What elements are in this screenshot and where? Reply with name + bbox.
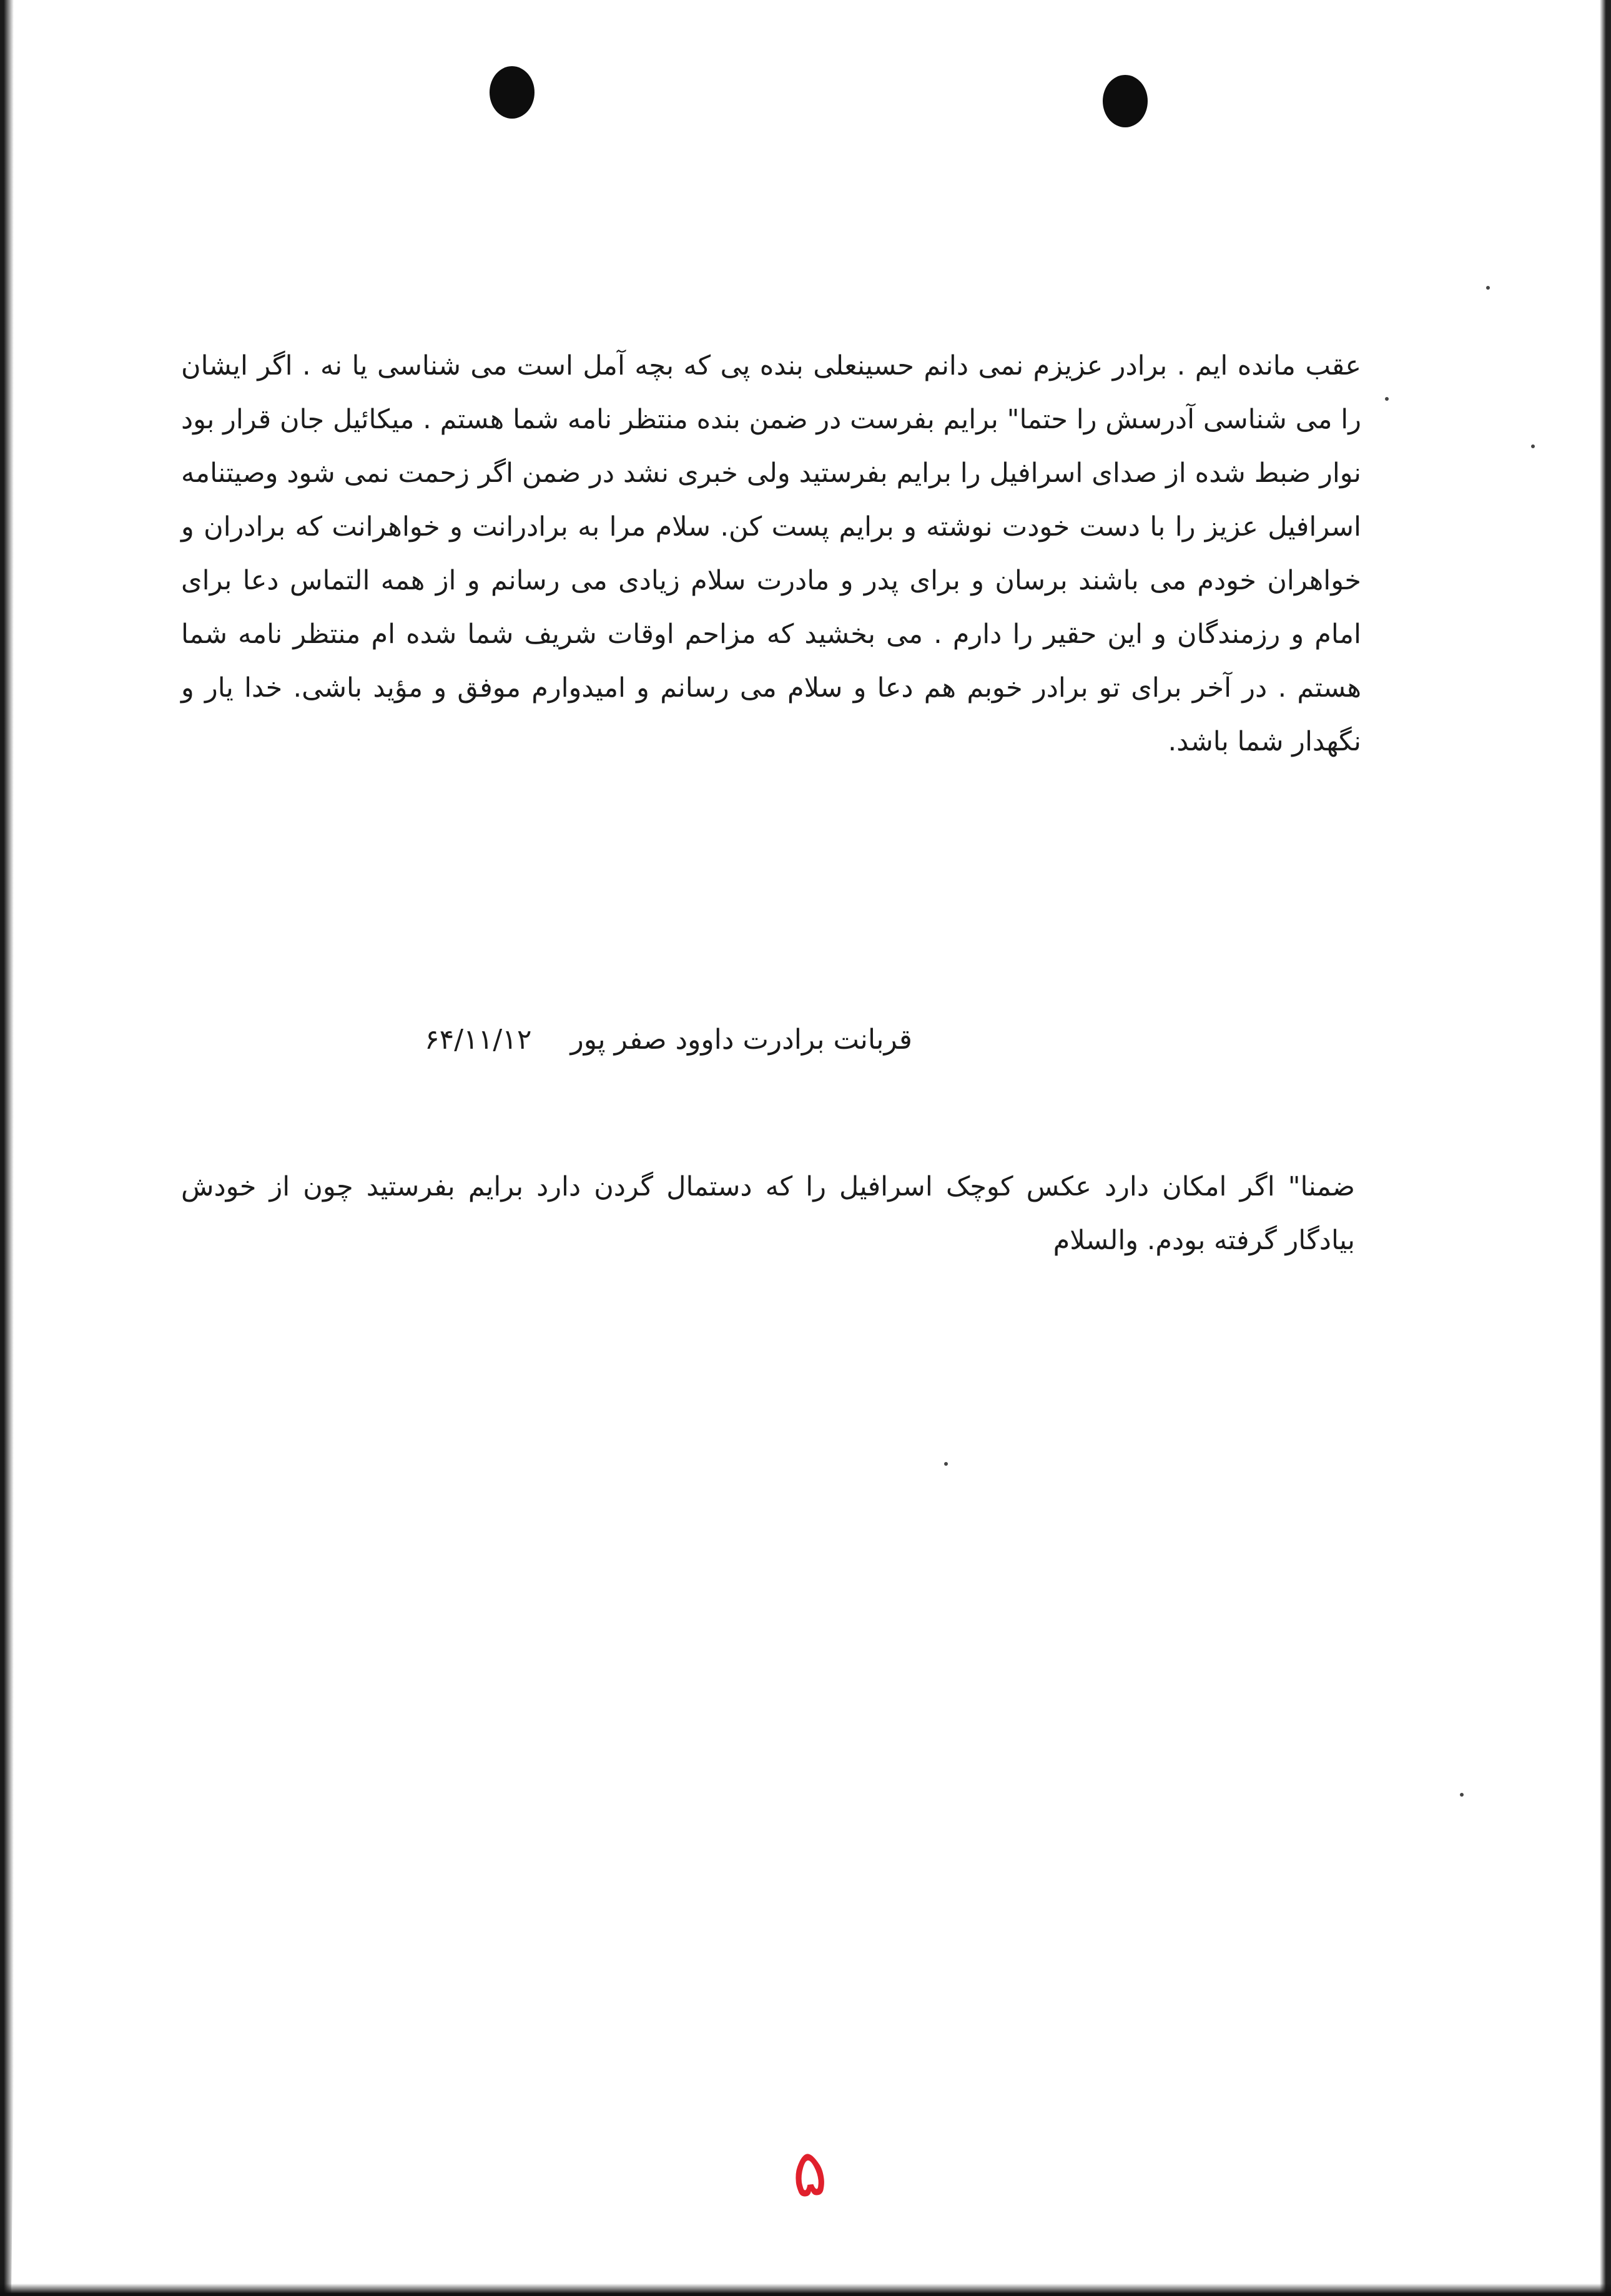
page-right-edge-shadow <box>1574 0 1611 2296</box>
punch-hole-left <box>490 66 535 119</box>
letter-date: ۶۴/۱۱/۱۲ <box>425 1024 532 1056</box>
handwritten-page-number: ۵ <box>787 2133 831 2213</box>
scan-speck <box>1385 397 1389 401</box>
signature: قربانت برادرت داوود صفر پور <box>570 1024 912 1056</box>
page-bottom-edge-shadow <box>0 2277 1611 2296</box>
postscript: ضمنا" اگر امکان دارد عکس کوچک اسرافیل را که دستمال گردن دارد برایم بفرستید چون از خودش بیادگار گرفته بودم. والسلام <box>181 1171 1355 1256</box>
letter-body: عقب مانده ایم . برادر عزیزم نمی دانم حسینعلی بنده پی که بچه آمل است می شناسی یا نه . اگر ایشان را می شناسی آدرسش را حتما" برایم بفرست در ضمن بنده منتظر نامه شما هستم . میکائیل جان قرار بود نوار ضبط شده از صدای اسرافیل را برایم بفرستید ولی خبری نشد در ضمن اگر زحمت نمی شود وصیتنامه اسرافیل عزیز را با دست خودت نوشته و برایم پست کن. سلام مرا به برادرانت و خواهرانت که برادران و خواهران خودم می باشند برسان و برای پدر و مادرت سلام زیادی می رسانم و از همه التماس دعا برای امام و رزمندگان و این حقیر را دارم . می بخشید که مزاحم اوقات شریف شما شده ام منتظر نامه شما هستم . در آخر برای تو برادر خوبم هم دعا و سلام می رسانم و امیدوارم موفق و مؤید باشی. خدا یار و نگهدار شما باشد. <box>181 350 1361 757</box>
punch-hole-right <box>1103 75 1148 127</box>
scan-speck <box>1531 444 1535 448</box>
scan-speck <box>944 1462 948 1466</box>
scan-speck <box>1460 1793 1464 1797</box>
scan-speck <box>1486 286 1490 290</box>
page-left-edge-shadow <box>0 0 37 2296</box>
signature-line <box>425 1024 912 1056</box>
